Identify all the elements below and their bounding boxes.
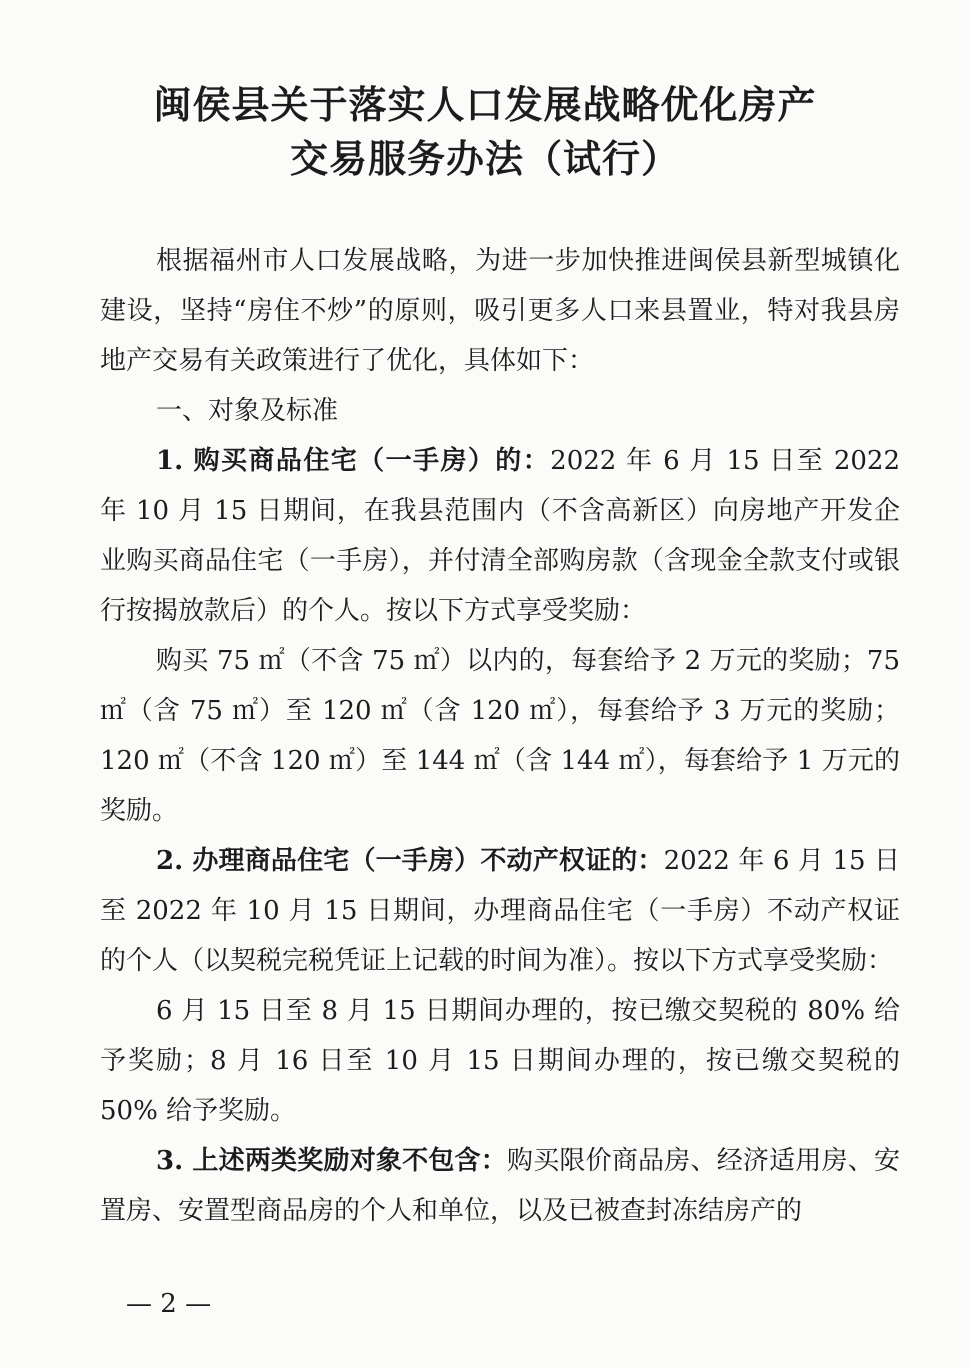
item1-reward-paragraph: 购买 75 ㎡（不含 75 ㎡）以内的，每套给予 2 万元的奖励；75 ㎡（含 75 ㎡）至 120 ㎡（含 120 ㎡），每套给予 3 万元的奖励；120 ㎡（不含 120 ㎡）至 144 ㎡（含 144 ㎡），每套给予 1 万元的奖励。 [100, 646, 900, 826]
item2-text: 2022 年 6 月 15 日至 2022 年 10 月 15 日期间，办理商品住宅（一手房）不动产权证的个人（以契税完税凭证上记载的时间为准）。按以下方式享受奖励： [100, 846, 900, 976]
item2-paragraph [100, 836, 900, 986]
item3-text: 购买限价商品房、经济适用房、安置房、安置型商品房的个人和单位，以及已被查封冻结房产的 [100, 1146, 900, 1226]
item2-reward-paragraph: 6 月 15 日至 8 月 15 日期间办理的，按已缴交契税的 80% 给予奖励；8 月 16 日至 10 月 15 日期间办理的，按已缴交契税的 50% 给予奖励。 [100, 996, 900, 1126]
document-title-line1: 闽侯县关于落实人口发展战略优化房产 [153, 82, 817, 127]
page-number: — 2 — [126, 1289, 212, 1319]
section1-heading: 一、对象及标准 [156, 396, 339, 426]
item2-lead: 2. 办理商品住宅（一手房）不动产权证的： [156, 846, 664, 876]
intro-paragraph: 根据福州市人口发展战略，为进一步加快推进闽侯县新型城镇化建设，坚持“房住不炒”的原则，吸引更多人口来县置业，特对我县房地产交易有关政策进行了优化，具体如下： [100, 246, 900, 376]
item1-text: 2022 年 6 月 15 日至 2022 年 10 月 15 日期间，在我县范围内（不含高新区）向房地产开发企业购买商品住宅（一手房），并付清全部购房款（含现金全款支付或银行按揭放款后）的个人。按以下方式享受奖励： [100, 446, 900, 626]
item3-paragraph [100, 1136, 900, 1236]
item1-lead: 1. 购买商品住宅（一手房）的： [156, 446, 551, 476]
document-title-line2: 交易服务办法（试行） [289, 136, 680, 181]
item1-paragraph [100, 436, 900, 636]
document-body [100, 236, 900, 1236]
item3-lead: 3. 上述两类奖励对象不包含： [156, 1146, 507, 1176]
